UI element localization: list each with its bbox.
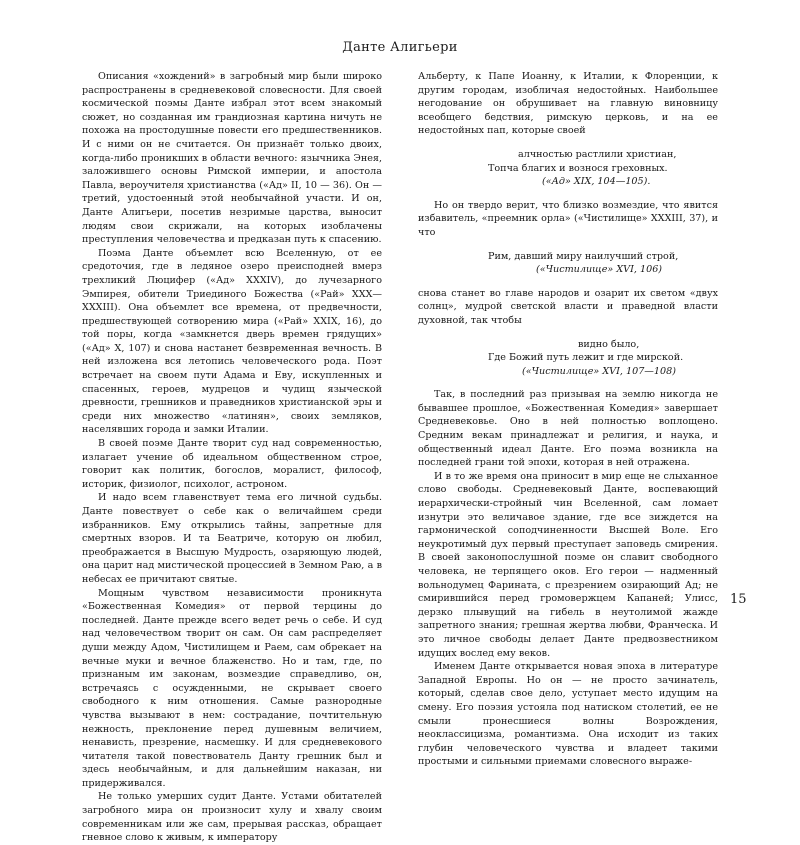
verse-quote <box>418 338 718 379</box>
paragraph: Альберту, к Папе Иоанну, к Италии, к Флоренции, к другим городам, изобличая недостойных. Наибольшее негодование он обрушивает на главную виновницу всеобщего бедствия, римскую церковь, и на ее недостойных пап, которые своей <box>418 71 718 137</box>
verse-citation: («Чистилище» XVI, 107—108) <box>522 365 676 377</box>
paragraph: Так, в последний раз призывая на землю никогда не бывавшее прошлое, «Божественная Комедия» завершает Средневековье. Оно в ней полностью воплощено. Средним векам принадлежат и религия, и наука, и общественный идеал Данте. Его поэма возникла на последней грани той эпохи, которая в ней отражена. <box>418 389 718 469</box>
verse-line: алчностью растлили христиан, <box>518 148 677 160</box>
verse-quote <box>418 250 718 277</box>
paragraph: Именем Данте открывается новая эпоха в литературе Западной Европы. Но он — не просто зачинатель, который, сделав свое дело, уступает место идущим на смену. Его поэзия устояла под натиском столетий, ее не смыли пронесшиеся волны Возрождения, неоклассицизма, романтизма. Она исходит из таких глубин человеческого чувства и владеет такими простыми и сильными приемами словесного выраже- <box>418 661 718 768</box>
verse-line: Топча благих и вознося греховных. <box>488 162 668 174</box>
paragraph: Но он твердо верит, что близко возмездие, что явится избавитель, «преемник орла» («Чистилище» XXXIII, 37), и что <box>418 199 718 238</box>
paragraph: снова станет во главе народов и озарит их светом «двух солнц», мудрой светской власти и праведной власти духовной, так чтобы <box>418 287 718 326</box>
paragraph: В своей поэме Данте творит суд над современностью, излагает учение об идеальном общественном строе, говорит как политик, богослов, моралист, философ, историк, физиолог, психолог, астроном. <box>82 438 382 490</box>
paragraph: Мощным чувством независимости проникнута «Божественная Комедия» от первой терцины до последней. Данте прежде всего ведет речь о себе. И суд над человечеством творит он сам. Он сам распределяет души между Адом, Чистилищем и Раем, сам обрекает на вечные муки и вечное блаженство. Но и там, где, по признаным им законам, возмездие справедливо, он, встречаясь с осужденными, не скрывает своего свободного к ним отношения. Самые разнородные чувства вызывают в нем: сострадание, почтительную нежность, преклонение перед душевным величием, ненависть, презрение, насмешку. И для средневекового читателя такой повествователь Данту грешник был и здесь необычайным, и для дальнейшим наказан, ни придерживался. <box>82 587 382 789</box>
verse-line: видно было, <box>578 338 640 350</box>
paragraph: И в то же время она приносит в мир еще не слыханное слово свободы. Средневековый Данте, воспевающий иерархически-стройный чин Вселенной, сам ломает изнутри это величавое здание, где все зиждется на гармонической соподчиненности Высшей Воле. Его неукротимый дух первый преступает заповедь смирения. В своей законопослушной поэме он славит свободного человека, не терпящего оков. Его герои — надменный вольнодумец Фарината, с презрением озирающий Ад; не смирившийся перед громовержцем Капаней; Улисс, дерзко плывущий на гибель в неутолимой жажде запретного знания; грешная жертва любви, Франческа. И это личное свободы делает Данте предвозвестником идущих вослед ему веков. <box>418 470 718 659</box>
paragraph: Не только умерших судит Данте. Устами обитателей загробного мира он произносит хулу и хвалу своим современникам или же сам, прерывая рассказ, обращает гневное слово к живым, к императору <box>82 791 382 844</box>
verse-citation: («Ад» XIX, 104—105). <box>542 176 651 188</box>
page-number: 15 <box>730 592 747 607</box>
verse-line: Рим, давший миру наилучший строй, <box>488 250 679 262</box>
running-head: Данте Алигьери <box>342 40 458 55</box>
verse-quote <box>418 148 718 189</box>
verse-citation: («Чистилище» XVI, 106) <box>536 264 663 276</box>
verse-line: Где Божий путь лежит и где мирской. <box>488 352 684 364</box>
paragraph: Поэма Данте объемлет всю Вселенную, от ее средоточия, где в ледяное озеро преисподней вмерз трехликий Люцифер («Ад» XXXIV), до лучезарного Эмпирея, обители Триединого Божества («Рай» XXX—XXXIII). Она объемлет все времена, от предвечности, предшествующей сотворению мира («Рай» XXIX, 16), до той поры, когда «замкнется дверь времен грядущих» («Ад» X, 107) и снова настанет безвременная вечность. В ней изложена вся летопись человеческого рода. Поэт встречает на своем пути Адама и Еву, искупленных и спасенных, героев, мудрецов и чудищ языческой древности, грешников и праведников христианской эры и среди них множество «латинян», своих земляков, населявших города и замки Италии. <box>82 247 382 436</box>
right-column <box>418 70 718 769</box>
paragraph: И надо всем главенствует тема его личной судьбы. Данте повествует о себе как о величайшем среди избранников. Ему открылись тайны, запретные для смертных взоров. И та Беатриче, которую он любил, преображается в Высшую Мудрость, озаряющую людей, она царит над мистической процессией в Земном Раю, а в небесах ее причитают святые. <box>82 492 382 585</box>
left-column <box>82 70 382 845</box>
paragraph: Описания «хождений» в загробный мир были широко распространены в средневековой словесности. Для своей космической поэмы Данте избрал этот всем знакомый сюжет, но созданная им грандиозная картина ничуть не похожа на простодушные повести его предшественников. И с ними он не считается. Он признаёт только двоих, когда-либо проникших в области вечного: язычника Энея, заложившего основы Римской империи, и апостола Павла, вероучителя христианства («Ад» II, 10 — 36). Он — третий, удостоенный этой необычайной участи. И он, Данте Алигьери, посетив незримые царства, выносит людям свои скрижали, на которых изоблачены преступления человечества и предказан путь к спасению. <box>82 71 382 246</box>
